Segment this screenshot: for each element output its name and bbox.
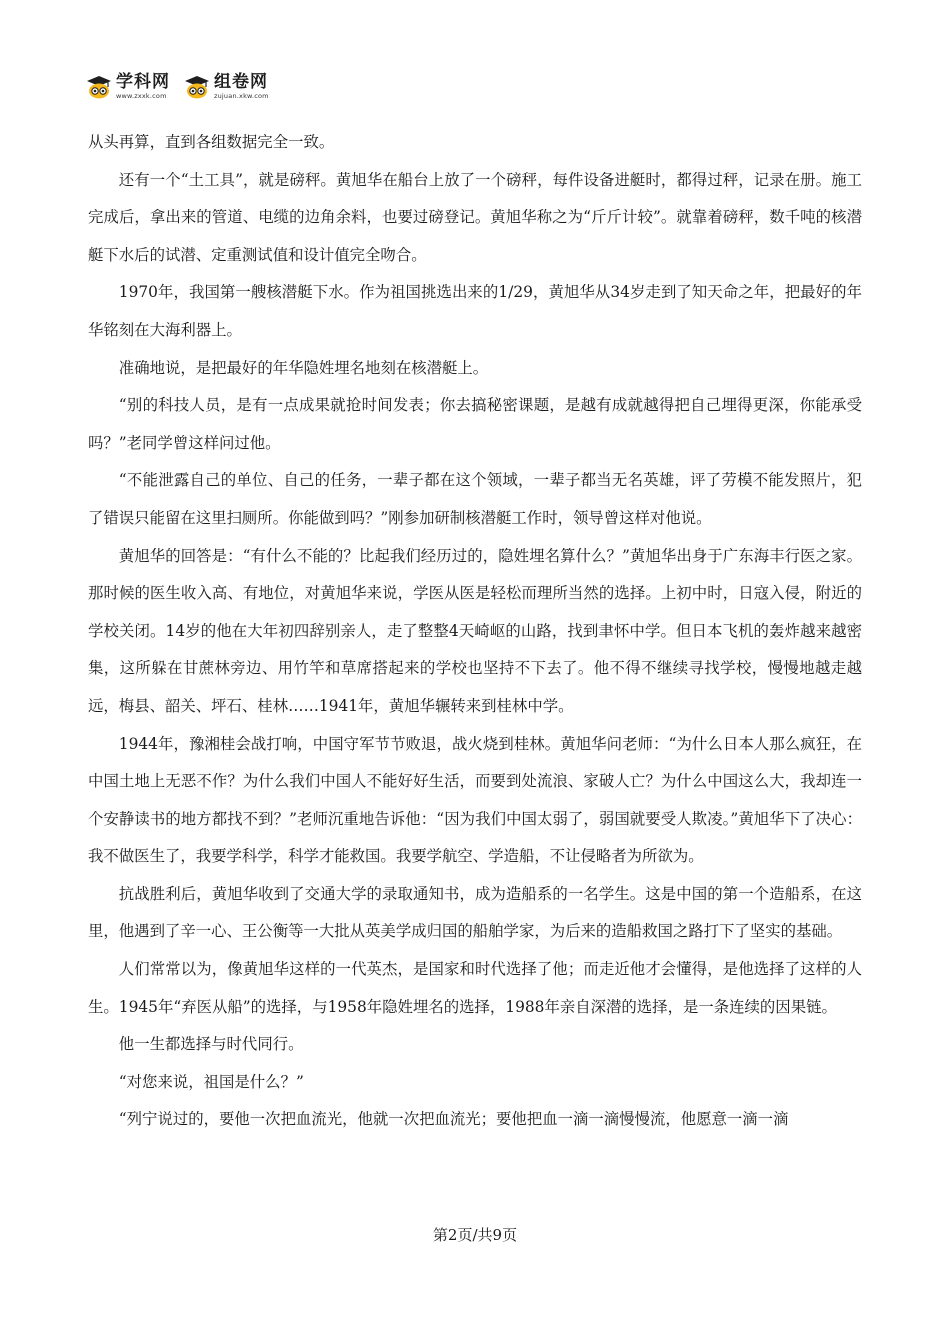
- paragraph: 1970年，我国第一艘核潜艇下水。作为祖国挑选出来的1/29，黄旭华从34岁走到了知天命之年，把最好的年华铭刻在大海利器上。: [88, 283, 862, 339]
- graduate-owl-icon: [86, 74, 112, 100]
- paragraph: 还有一个“土工具”，就是磅秤。黄旭华在船台上放了一个磅秤，每件设备进艇时，都得过秤，记录在册。施工完成后，拿出来的管道、电缆的边角余料，也要过磅登记。黄旭华称之为“斤斤计较”。就靠着磅秤，数千吨的核潜艇下水后的试潜、定重测试值和设计值完全吻合。: [88, 170, 862, 264]
- paragraph: 黄旭华的回答是：“有什么不能的？比起我们经历过的，隐姓埋名算什么？”黄旭华出身于广东海丰行医之家。那时候的医生收入高、有地位，对黄旭华来说，学医从医是轻松而理所当然的选择。上初中时，日寇入侵，附近的学校关闭。14岁的他在大年初四辞别亲人，走了整整4天崎岖的山路，找到聿怀中学。但日本飞机的轰炸越来越密集，这所躲在甘蔗林旁边、用竹竿和草席搭起来的学校也坚持不下去了。他不得不继续寻找学校，慢慢地越走越远，梅县、韶关、坪石、桂林……1941年，黄旭华辗转来到桂林中学。: [88, 546, 862, 715]
- brand-zujuan: [184, 74, 269, 100]
- paragraph: 抗战胜利后，黄旭华收到了交通大学的录取通知书，成为造船系的一名学生。这是中国的第一个造船系，在这里，他遇到了辛一心、王公衡等一大批从英美学成归国的船舶学家，为后来的造船救国之路打下了坚实的基础。: [88, 884, 862, 941]
- brand-url: www.zxxk.com: [116, 92, 167, 101]
- brand-xueke: [86, 74, 170, 100]
- brand-name: 组卷网: [214, 72, 268, 93]
- brand-name: 学科网: [116, 72, 170, 93]
- paragraph: “列宁说过的，要他一次把血流光，他就一次把血流光；要他把血一滴一滴慢慢流，他愿意一滴一滴: [118, 1110, 789, 1129]
- paragraph: “不能泄露自己的单位、自己的任务，一辈子都在这个领域，一辈子都当无名英雄，评了劳模不能发照片，犯了错误只能留在这里扫厕所。你能做到吗？”刚参加研制核潜艇工作时，领导曾这样对他说。: [88, 471, 862, 527]
- paragraph: 人们常常以为，像黄旭华这样的一代英杰，是国家和时代选择了他；而走近他才会懂得，是他选择了这样的人生。1945年“弃医从船”的选择，与1958年隐姓埋名的选择，1988年亲自深潜的选择，是一条连续的因果链。: [88, 960, 862, 1016]
- brand-url: zujuan.xkw.com: [214, 92, 269, 101]
- page-number: 第2页/共9页: [432, 1226, 518, 1244]
- paragraph: 从头再算，直到各组数据完全一致。: [88, 133, 335, 151]
- paragraph: 1944年，豫湘桂会战打响，中国守军节节败退，战火烧到桂林。黄旭华问老师：“为什么日本人那么疯狂，在中国土地上无恶不作？为什么我们中国人不能好好生活，而要到处流浪、家破人亡？为什么中国这么大，我却连一个安静读书的地方都找不到？”老师沉重地告诉他：“因为我们中国太弱了，弱国就要受人欺凌。”黄旭华下了决心：我不做医生了，我要学科学，科学才能救国。我要学航空、学造船，不让侵略者为所欲为。: [88, 734, 862, 866]
- paragraph: 准确地说，是把最好的年华隐姓埋名地刻在核潜艇上。: [118, 358, 489, 377]
- paragraph: “别的科技人员，是有一点成果就抢时间发表；你去搞秘密课题，是越有成就越得把自己埋得更深，你能承受吗？”老同学曾这样问过他。: [88, 396, 862, 452]
- paragraph: 他一生都选择与时代同行。: [118, 1035, 304, 1054]
- article-body: [88, 124, 862, 1139]
- page-header: [86, 70, 269, 104]
- graduate-owl-icon: [184, 74, 210, 100]
- paragraph: “对您来说，祖国是什么？”: [118, 1072, 304, 1091]
